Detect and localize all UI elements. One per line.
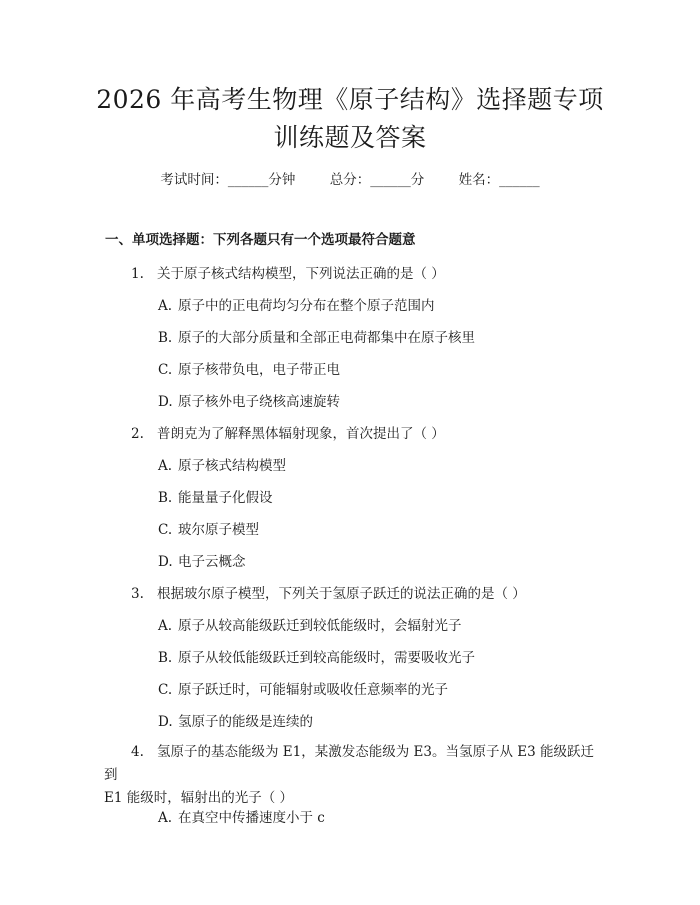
question-2 [131,422,445,442]
option-text: 原子核外电子绕核高速旋转 [178,394,340,410]
option-text: 原子的大部分质量和全部正电荷都集中在原子核里 [178,330,475,346]
option-letter: A. [158,810,173,826]
option-2b [158,486,273,506]
option-2d [158,550,246,570]
option-text: 电子云概念 [178,554,246,570]
question-stem-line2: E1 能级时，辐射出的光子（ ） [104,790,294,806]
option-letter: C. [158,682,173,698]
option-1b [158,326,475,346]
question-3 [131,582,526,602]
option-letter: C. [158,362,173,378]
document-title-line2: 训练题及答案 [273,123,427,152]
option-letter: B. [158,330,173,346]
exam-meta [0,168,700,188]
option-4a [158,806,325,826]
question-stem: 氢原子的基态能级为 E1，某激发态能级为 E3。当氢原子从 E3 能级跃迁到 [104,744,594,783]
exam-time-field: 考试时间：______分钟 [160,172,296,188]
option-text: 在真空中传播速度小于 c [178,810,325,826]
question-stem: 普朗克为了解释黑体辐射现象，首次提出了（ ） [157,426,445,442]
option-2c [158,518,259,538]
option-1a [158,294,435,314]
section-heading: 一、单项选择题：下列各题只有一个选项最符合题意 [105,232,416,248]
question-number: 4. [131,744,144,760]
option-text: 原子中的正电荷均匀分布在整个原子范围内 [178,298,435,314]
option-text: 原子核带负电，电子带正电 [178,362,340,378]
option-letter: D. [158,714,173,730]
option-letter: A. [158,458,173,474]
option-text: 原子从较低能级跃迁到较高能级时，需要吸收光子 [178,650,475,666]
option-letter: B. [158,490,173,506]
option-text: 原子核式结构模型 [178,458,286,474]
option-1d [158,390,340,410]
question-number: 3. [131,586,144,602]
option-3d [158,710,313,730]
question-stem-line1 [104,741,604,787]
option-letter: C. [158,522,173,538]
option-letter: B. [158,650,173,666]
option-3c [158,678,448,698]
name-field: 姓名：______ [458,172,540,188]
total-score-field: 总分：______分 [329,172,425,188]
option-letter: A. [158,298,173,314]
question-stem: 根据玻尔原子模型，下列关于氢原子跃迁的说法正确的是（ ） [157,586,526,602]
option-3a [158,614,462,634]
option-text: 氢原子的能级是连续的 [178,714,313,730]
option-text: 原子跃迁时，可能辐射或吸收任意频率的光子 [178,682,448,698]
option-1c [158,358,340,378]
option-text: 玻尔原子模型 [178,522,259,538]
option-3b [158,646,475,666]
question-number: 1. [131,266,144,282]
option-letter: D. [158,554,173,570]
question-number: 2. [131,426,144,442]
document-title-line1: 2026 年高考生物理《原子结构》选择题专项 [96,85,604,114]
option-text: 原子从较高能级跃迁到较低能级时，会辐射光子 [178,618,462,634]
option-text: 能量量子化假设 [178,490,273,506]
question-4 [104,741,604,810]
question-stem: 关于原子核式结构模型，下列说法正确的是（ ） [157,266,445,282]
option-letter: A. [158,618,173,634]
question-1 [131,262,445,282]
option-2a [158,454,286,474]
option-letter: D. [158,394,173,410]
